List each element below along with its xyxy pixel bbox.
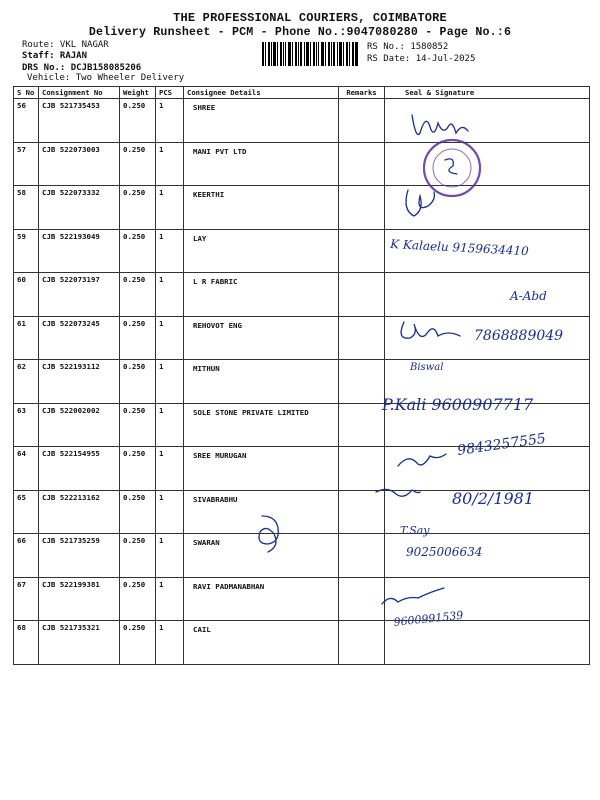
cell-remarks (339, 186, 385, 230)
table-row (14, 577, 590, 621)
table-row (14, 360, 590, 404)
cell-consignee: MITHUN (184, 360, 339, 404)
cell-consignment: CJB 521735453 (39, 99, 120, 143)
rs-date: RS Date: 14-Jul-2025 (367, 54, 476, 64)
cell-consignment: CJB 522193112 (39, 360, 120, 404)
cell-signature (385, 360, 590, 404)
cell-remarks (339, 360, 385, 404)
cell-weight: 0.250 (120, 273, 156, 317)
cell-remarks (339, 577, 385, 621)
col-weight: Weight (120, 87, 156, 99)
cell-pcs: 1 (156, 403, 184, 447)
cell-consignment: CJB 522002002 (39, 403, 120, 447)
handwritten-note-r61a: A-Abd (510, 289, 547, 303)
cell-remarks (339, 403, 385, 447)
cell-signature (385, 229, 590, 273)
cell-sno: 63 (14, 403, 39, 447)
cell-signature (385, 316, 590, 360)
table-row (14, 621, 590, 665)
table-row (14, 316, 590, 360)
runsheet-table (13, 86, 590, 665)
cell-signature (385, 273, 590, 317)
cell-signature (385, 99, 590, 143)
handwritten-note-r67: 9025006634 (406, 545, 483, 559)
cell-remarks (339, 273, 385, 317)
cell-signature (385, 577, 590, 621)
table-row (14, 229, 590, 273)
cell-sno: 60 (14, 273, 39, 317)
cell-weight: 0.250 (120, 403, 156, 447)
cell-consignment: CJB 521735259 (39, 534, 120, 578)
col-consignment: Consignment No (39, 87, 120, 99)
cell-consignment: CJB 522154955 (39, 447, 120, 491)
cell-signature (385, 447, 590, 491)
cell-consignee: LAY (184, 229, 339, 273)
table-row (14, 273, 590, 317)
cell-consignment: CJB 522213162 (39, 490, 120, 534)
cell-pcs: 1 (156, 316, 184, 360)
drs-number: DRS No.: DCJB158085206 (22, 63, 142, 73)
cell-sno: 59 (14, 229, 39, 273)
cell-weight: 0.250 (120, 229, 156, 273)
cell-pcs: 1 (156, 360, 184, 404)
cell-signature (385, 142, 590, 186)
cell-weight: 0.250 (120, 142, 156, 186)
cell-consignment: CJB 522193049 (39, 229, 120, 273)
cell-pcs: 1 (156, 577, 184, 621)
staff-text: Staff: RAJAN (22, 51, 88, 61)
cell-sno: 61 (14, 316, 39, 360)
cell-pcs: 1 (156, 99, 184, 143)
handwritten-note-r64: 9843257555 (456, 430, 547, 459)
cell-weight: 0.250 (120, 534, 156, 578)
handwritten-note-r61b: 7868889049 (474, 328, 564, 344)
cell-signature (385, 403, 590, 447)
cell-pcs: 1 (156, 142, 184, 186)
table-row (14, 490, 590, 534)
handwritten-note-r66: T.Say (400, 524, 430, 537)
col-consignee: Consignee Details (184, 87, 339, 99)
col-remarks: Remarks (339, 87, 385, 99)
cell-consignee: REHOVOT ENG (184, 316, 339, 360)
table-header-row (14, 87, 590, 99)
vehicle-text: Vehicle: Two Wheeler Delivery (27, 73, 185, 83)
cell-consignee: SREE MURUGAN (184, 447, 339, 491)
cell-consignee: L R FABRIC (184, 273, 339, 317)
cell-pcs: 1 (156, 621, 184, 665)
cell-consignee: SHREE (184, 99, 339, 143)
cell-sno: 64 (14, 447, 39, 491)
cell-weight: 0.250 (120, 490, 156, 534)
cell-sno: 68 (14, 621, 39, 665)
cell-sno: 66 (14, 534, 39, 578)
table-row (14, 534, 590, 578)
cell-remarks (339, 229, 385, 273)
cell-weight: 0.250 (120, 577, 156, 621)
cell-consignee: SWARAN (184, 534, 339, 578)
cell-remarks (339, 490, 385, 534)
handwritten-note-r68: 9600991539 (392, 608, 464, 629)
cell-pcs: 1 (156, 186, 184, 230)
cell-signature (385, 534, 590, 578)
cell-consignment: CJB 522073197 (39, 273, 120, 317)
cell-sno: 58 (14, 186, 39, 230)
cell-consignee: MANI PVT LTD (184, 142, 339, 186)
cell-weight: 0.250 (120, 621, 156, 665)
col-pcs: PCS (156, 87, 184, 99)
cell-weight: 0.250 (120, 99, 156, 143)
cell-weight: 0.250 (120, 447, 156, 491)
col-signature: Seal & Signature (385, 87, 590, 99)
handwritten-note-r62: Biswal (410, 362, 444, 373)
cell-weight: 0.250 (120, 360, 156, 404)
table-row (14, 447, 590, 491)
cell-pcs: 1 (156, 273, 184, 317)
cell-signature (385, 186, 590, 230)
cell-consignment: CJB 521735321 (39, 621, 120, 665)
cell-pcs: 1 (156, 534, 184, 578)
cell-remarks (339, 534, 385, 578)
cell-consignment: CJB 522073245 (39, 316, 120, 360)
cell-sno: 67 (14, 577, 39, 621)
cell-consignment: CJB 522073332 (39, 186, 120, 230)
cell-remarks (339, 99, 385, 143)
cell-pcs: 1 (156, 447, 184, 491)
cell-remarks (339, 142, 385, 186)
cell-signature (385, 490, 590, 534)
table-row (14, 403, 590, 447)
col-sno: S No (14, 87, 39, 99)
runsheet-subtitle: Delivery Runsheet - PCM - Phone No.:9047080280 - Page No.:6 (88, 26, 512, 39)
cell-pcs: 1 (156, 490, 184, 534)
cell-pcs: 1 (156, 229, 184, 273)
cell-remarks (339, 621, 385, 665)
cell-consignment: CJB 522073003 (39, 142, 120, 186)
cell-consignee: SIVABRABHU (184, 490, 339, 534)
table-row (14, 99, 590, 143)
handwritten-note-r59: K Kalaelu 9159634410 (389, 237, 530, 259)
cell-consignee: SOLE STONE PRIVATE LIMITED (184, 403, 339, 447)
rs-number: RS No.: 1580852 (367, 42, 449, 52)
cell-sno: 57 (14, 142, 39, 186)
route-text: Route: VKL NAGAR (22, 40, 109, 50)
handwritten-note-r63: P.Kali 9600907717 (382, 395, 534, 414)
handwritten-note-r65: 80/2/1981 (452, 489, 535, 508)
cell-consignee: KEERTHI (184, 186, 339, 230)
cell-weight: 0.250 (120, 316, 156, 360)
company-title: THE PROFESSIONAL COURIERS, COIMBATORE (173, 11, 447, 25)
table-row (14, 142, 590, 186)
cell-consignment: CJB 522199381 (39, 577, 120, 621)
cell-remarks (339, 447, 385, 491)
cell-remarks (339, 316, 385, 360)
barcode-image (262, 42, 358, 66)
cell-sno: 65 (14, 490, 39, 534)
table-row (14, 186, 590, 230)
cell-consignee: RAVI PADMANABHAN (184, 577, 339, 621)
cell-weight: 0.250 (120, 186, 156, 230)
cell-consignee: CAIL (184, 621, 339, 665)
cell-signature (385, 621, 590, 665)
cell-sno: 56 (14, 99, 39, 143)
cell-sno: 62 (14, 360, 39, 404)
